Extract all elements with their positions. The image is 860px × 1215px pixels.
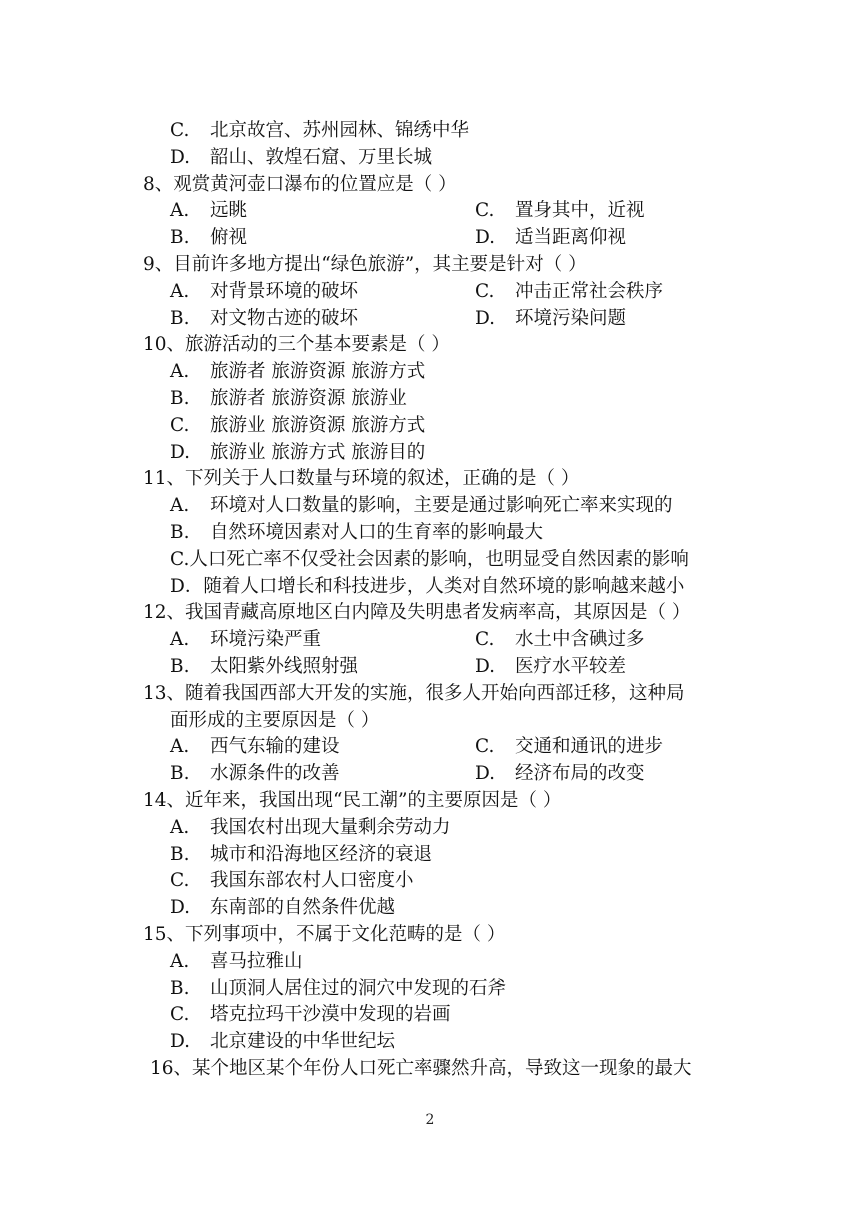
question-line: 11、下列关于人口数量与环境的叙述，正确的是（ ）	[143, 468, 580, 490]
option-text: 对文物古迹的破坏	[210, 307, 359, 329]
option-row	[170, 413, 425, 439]
option-text: 冲击正常社会秩序	[515, 280, 664, 302]
option-text: 北京建设的中华世纪坛	[210, 1031, 396, 1053]
option-text: 旅游者 旅游资源 旅游方式	[210, 361, 426, 383]
option-left	[170, 761, 340, 787]
option-text: 环境污染严重	[210, 629, 322, 651]
option-row	[170, 949, 303, 975]
option-letter: D.	[475, 227, 496, 249]
option-text: 水土中含碘过多	[515, 629, 645, 651]
option-text: 太阳紫外线照射强	[210, 656, 359, 677]
option-left	[170, 654, 358, 680]
option-text: 西气东输的建设	[210, 736, 340, 758]
option-text: 旅游者 旅游资源 旅游业	[210, 388, 407, 409]
option-letter: C.	[170, 414, 190, 436]
option-right	[475, 627, 645, 653]
option-letter: A.	[170, 495, 190, 517]
option-text: 医疗水平较差	[515, 656, 627, 677]
question-line: 面形成的主要原因是（ ）	[170, 709, 380, 731]
option-pair-row	[0, 761, 860, 787]
option-left	[170, 198, 247, 224]
option-right	[475, 306, 626, 332]
option-letter: B.	[170, 843, 190, 865]
option-row	[170, 842, 432, 868]
option-row	[170, 118, 469, 144]
option-letter: D.	[170, 1031, 191, 1053]
option-letter: B.	[170, 522, 190, 543]
option-text: 旅游业 旅游资源 旅游方式	[210, 414, 426, 436]
option-text: 我国东部农村人口密度小	[210, 870, 414, 892]
option-left	[170, 627, 321, 653]
option-pair-row	[0, 654, 860, 680]
option-text: 北京故宫、苏州园林、锦绣中华	[210, 120, 470, 141]
option-text: 塔克拉玛干沙漠中发现的岩画	[210, 1004, 451, 1026]
option-letter: A.	[170, 629, 190, 651]
option-text: 环境对人口数量的影响，主要是通过影响死亡率来实现的	[210, 495, 673, 517]
option-left	[170, 279, 358, 305]
option-row	[170, 815, 451, 841]
option-right	[475, 225, 626, 251]
option-pair-row	[0, 627, 860, 653]
option-letter: B.	[170, 656, 190, 677]
option-right	[475, 654, 626, 680]
option-right	[475, 198, 645, 224]
option-letter: B.	[170, 763, 190, 785]
option-text: 经济布局的改变	[515, 763, 645, 785]
option-left	[170, 734, 340, 760]
page-number: 2	[425, 1112, 435, 1128]
option-letter: A.	[170, 950, 190, 972]
option-text: 喜马拉雅山	[210, 950, 303, 972]
option-row	[170, 1029, 395, 1055]
question-line: D．随着人口增长和科技进步，人类对自然环境的影响越来越小	[170, 575, 685, 597]
option-right	[475, 734, 663, 760]
option-letter: B.	[170, 388, 190, 409]
question-line: 10、旅游活动的三个基本要素是（ ）	[143, 334, 450, 356]
option-row	[170, 895, 395, 921]
option-text: 东南部的自然条件优越	[210, 897, 396, 919]
question-line: 15、下列事项中，不属于文化范畴的是（ ）	[143, 924, 506, 945]
question-line: 13、随着我国西部大开发的实施，很多人开始向西部迁移，这种局	[143, 682, 685, 704]
option-row	[170, 868, 414, 894]
question-line: 8、观赏黄河壶口瀑布的位置应是（ ）	[143, 173, 457, 195]
option-row	[170, 493, 673, 519]
option-letter: D.	[170, 897, 191, 919]
option-text: 山顶洞人居住过的洞穴中发现的石斧	[210, 977, 507, 999]
option-text: 交通和通讯的进步	[515, 736, 664, 758]
question-line: 14、近年来，我国出现“民工潮”的主要原因是（ ）	[143, 790, 562, 811]
option-text: 对背景环境的破坏	[210, 280, 359, 302]
option-letter: C.	[170, 120, 190, 141]
option-left	[170, 306, 358, 332]
option-row	[170, 145, 432, 171]
option-text: 自然环境因素对人口的生育率的影响最大	[210, 522, 544, 543]
option-letter: C.	[475, 629, 495, 651]
option-letter: D.	[475, 307, 496, 329]
option-letter: B.	[170, 307, 190, 329]
option-row	[170, 1002, 451, 1028]
option-letter: A.	[170, 816, 190, 838]
option-letter: C.	[170, 1004, 190, 1026]
option-letter: D.	[170, 441, 191, 463]
option-right	[475, 279, 663, 305]
option-row	[170, 976, 506, 1002]
option-letter: C.	[170, 870, 190, 892]
option-row	[170, 520, 543, 546]
option-letter: D.	[475, 763, 496, 785]
option-text: 水源条件的改善	[210, 763, 340, 785]
option-left	[170, 225, 247, 251]
option-letter: B.	[170, 227, 190, 249]
question-line: C.人口死亡率不仅受社会因素的影响，也明显受自然因素的影响	[170, 548, 689, 570]
option-letter: A.	[170, 200, 190, 222]
question-line: 12、我国青藏高原地区白内障及失明患者发病率高，其原因是（ ）	[143, 602, 691, 624]
option-letter: D.	[475, 656, 496, 677]
option-letter: C.	[475, 200, 495, 222]
option-row	[170, 359, 425, 385]
option-right	[475, 761, 645, 787]
option-text: 城市和沿海地区经济的衰退	[210, 843, 433, 865]
question-line: 9、目前许多地方提出“绿色旅游”，其主要是针对（ ）	[143, 254, 587, 275]
option-letter: A.	[170, 736, 190, 758]
option-text: 置身其中，近视	[515, 200, 645, 222]
option-text: 俯视	[210, 227, 248, 249]
option-letter: B.	[170, 977, 190, 999]
option-text: 环境污染问题	[515, 307, 627, 329]
option-row	[170, 440, 425, 466]
option-row	[170, 386, 407, 412]
option-letter: D.	[170, 146, 191, 168]
option-text: 远眺	[210, 200, 248, 222]
option-pair-row	[0, 734, 860, 760]
option-pair-row	[0, 198, 860, 224]
option-text: 我国农村出现大量剩余劳动力	[210, 816, 451, 838]
option-letter: A.	[170, 280, 190, 302]
option-letter: A.	[170, 361, 190, 383]
option-letter: C.	[475, 280, 495, 302]
option-text: 韶山、敦煌石窟、万里长城	[210, 146, 433, 168]
option-text: 适当距离仰视	[515, 227, 627, 249]
option-letter: C.	[475, 736, 495, 758]
option-text: 旅游业 旅游方式 旅游目的	[210, 441, 426, 463]
option-pair-row	[0, 279, 860, 305]
option-pair-row	[0, 225, 860, 251]
option-pair-row	[0, 306, 860, 332]
question-line: 16、某个地区某个年份人口死亡率骤然升高，导致这一现象的最大	[150, 1058, 692, 1079]
